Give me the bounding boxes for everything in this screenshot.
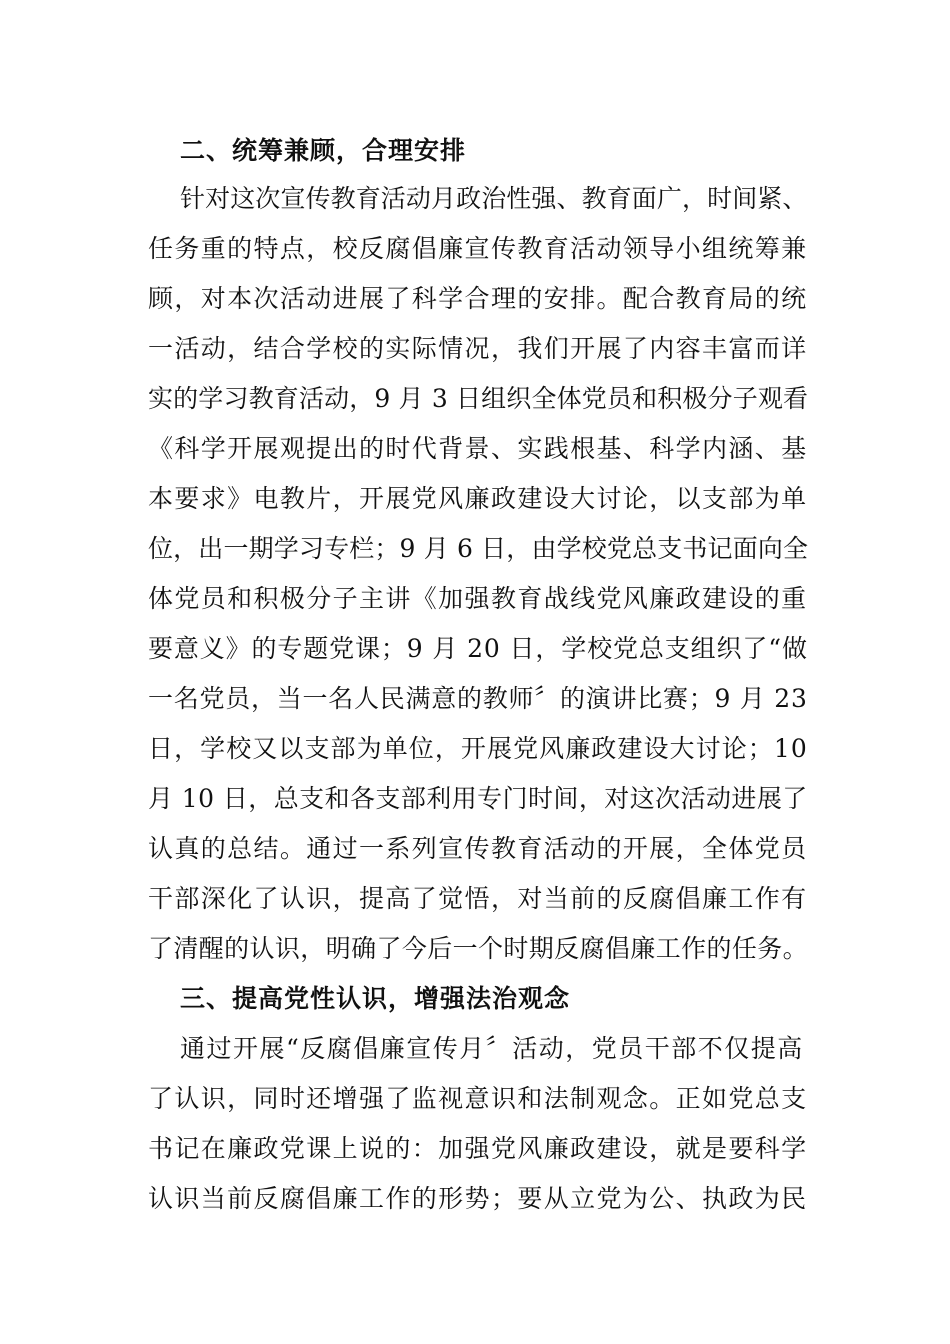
paragraph-line: 针对这次宣传教育活动月政治性强、教育面广，时间紧、 — [180, 184, 808, 213]
paragraph-line: 了清醒的认识，明确了今后一个时期反腐倡廉工作的任务。 — [148, 934, 809, 963]
paragraph-line: 干部深化了认识，提高了觉悟，对当前的反腐倡廉工作有 — [148, 884, 808, 913]
paragraph-line: 《科学开展观提出的时代背景、实践根基、科学内涵、基 — [148, 434, 808, 463]
paragraph-line: 认识当前反腐倡廉工作的形势；要从立党为公、执政为民 — [148, 1184, 808, 1213]
paragraph-line: 月 10 日，总支和各支部利用专门时间，对这次活动进展了 — [148, 784, 808, 813]
paragraph-line: 一活动，结合学校的实际情况，我们开展了内容丰富而详 — [148, 334, 808, 363]
paragraph-line: 一名党员，当一名人民满意的教师〞的演讲比赛；9 月 23 — [148, 684, 808, 713]
paragraph-line: 通过开展“反腐倡廉宣传月〞活动，党员干部不仅提高 — [180, 1034, 804, 1063]
paragraph-line: 位，出一期学习专栏；9 月 6 日，由学校党总支书记面向全 — [148, 534, 809, 563]
paragraph-line: 了认识，同时还增强了监视意识和法制观念。正如党总支 — [148, 1084, 808, 1113]
section-heading-2: 二、统筹兼顾，合理安排 — [180, 136, 467, 165]
paragraph-line: 顾，对本次活动进展了科学合理的安排。配合教育局的统 — [148, 284, 808, 313]
paragraph-line: 体党员和积极分子主讲《加强教育战线党风廉政建设的重 — [148, 584, 808, 613]
paragraph-line: 要意义》的专题党课；9 月 20 日，学校党总支组织了“做 — [148, 634, 808, 663]
section-heading-3: 三、提高党性认识，增强法治观念 — [180, 984, 571, 1013]
paragraph-line: 任务重的特点，校反腐倡廉宣传教育活动领导小组统筹兼 — [148, 234, 808, 263]
paragraph-line: 实的学习教育活动，9 月 3 日组织全体党员和积极分子观看 — [148, 384, 809, 413]
paragraph-line: 书记在廉政党课上说的：加强党风廉政建设，就是要科学 — [148, 1134, 808, 1163]
paragraph-line: 日，学校又以支部为单位，开展党风廉政建设大讨论；10 — [148, 734, 808, 763]
paragraph-line: 本要求》电教片，开展党风廉政建设大讨论，以支部为单 — [148, 484, 808, 513]
paragraph-line: 认真的总结。通过一系列宣传教育活动的开展，全体党员 — [148, 834, 808, 863]
